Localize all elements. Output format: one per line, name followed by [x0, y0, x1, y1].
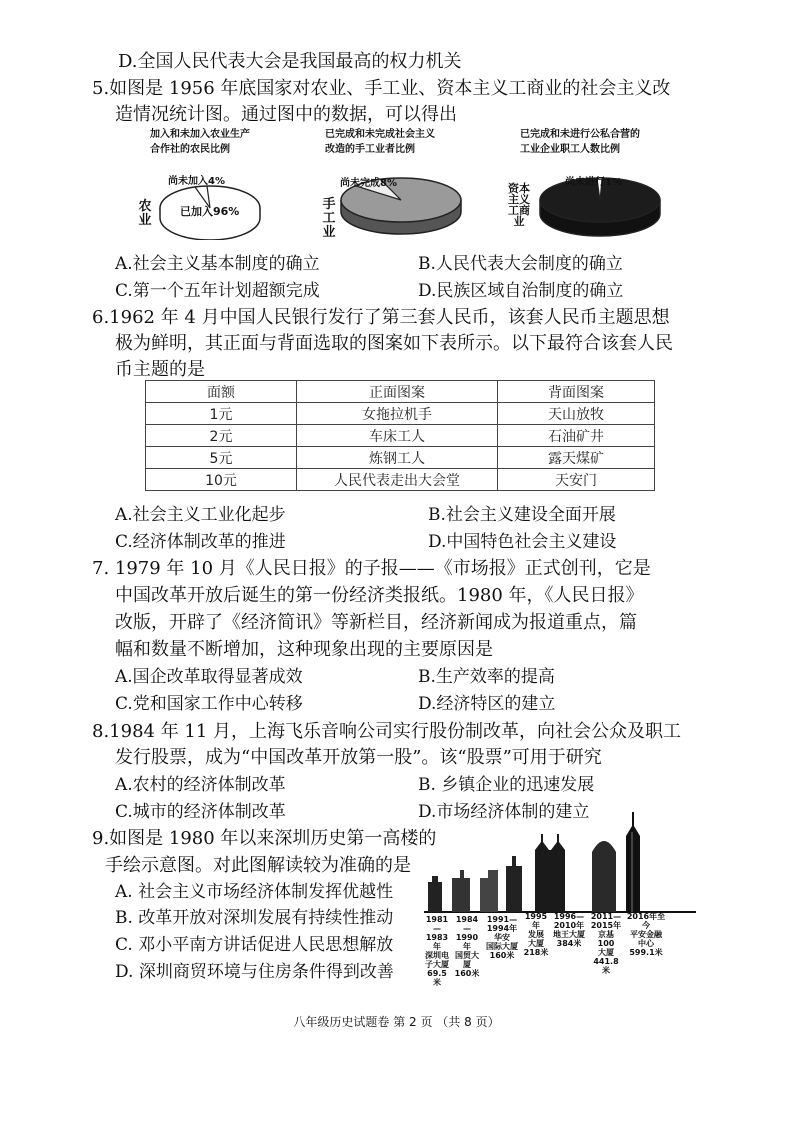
building-caption: 1991— 1994年 华安 国际大厦 160米 [486, 915, 518, 960]
q6-option-d: D.中国特色社会主义建设 [428, 532, 617, 552]
pie1-caption-line2: 合作社的农民比例 [150, 144, 230, 155]
table-cell: 10元 [146, 469, 297, 491]
pie3-caption-line1: 已完成和未进行公私合营的 [520, 129, 640, 140]
q6-stem-line3: 币主题的是 [115, 359, 205, 380]
pie2-caption-line2: 改造的手工业者比例 [325, 144, 415, 155]
building-caption: 2016年至今 平安金融 中心 599.1米 [626, 912, 666, 957]
pie2-sector-label: 手工业 [322, 197, 336, 240]
pie1-label-big: 已加入96% [180, 205, 240, 218]
table-cell: 天安门 [498, 469, 655, 491]
table-cell: 女拖拉机手 [297, 403, 498, 425]
q5-stem-line2: 造情况统计图。通过图中的数据，可以得出 [115, 104, 457, 125]
q7-stem-line2: 中国改革开放后诞生的第一份经济类报纸。1980 年，《人民日报》 [115, 585, 644, 606]
q8-option-b: B. 乡镇企业的迅速发展 [418, 775, 595, 795]
q7-option-b: B.生产效率的提高 [418, 667, 555, 687]
q8-option-a: A.农村的经济体制改革 [115, 775, 286, 795]
building-caption: 1984— 1990年 国贸大厦 160米 [454, 915, 480, 978]
building-caption: 2011— 2015年 京基100 大厦 441.8米 [590, 912, 622, 975]
table-cell: 车床工人 [297, 425, 498, 447]
q5-option-b: B.人民代表大会制度的确立 [418, 254, 623, 274]
q9-option-c: C. 邓小平南方讲话促进人民思想解放 [115, 935, 394, 955]
building-caption: 1995年 发展 大厦 218米 [523, 912, 549, 957]
q9-stem-line1: 9.如图是 1980 年以来深圳历史第一高楼的 [92, 828, 437, 849]
table-row [146, 469, 655, 491]
q5-option-a: A.社会主义基本制度的确立 [115, 254, 320, 274]
table-row [146, 403, 655, 425]
q6-currency-table [145, 380, 655, 491]
q8-stem-line2: 发行股票，成为“中国改革开放第一股”。该“股票”可用于研究 [115, 747, 602, 768]
q8-stem-line1: 8.1984 年 11 月，上海飞乐音响公司实行股份制改革，向社会公众及职工 [92, 721, 682, 742]
q9-stem-line2: 手绘示意图。对此图解读较为准确的是 [105, 855, 411, 876]
q5-option-c: C.第一个五年计划超额完成 [115, 281, 320, 301]
q6-stem-line1: 6.1962 年 4 月中国人民银行发行了第三套人民币，该套人民币主题思想 [92, 307, 670, 328]
q4-option-d: D.全国人民代表大会是我国最高的权力机关 [118, 51, 462, 72]
table-row [146, 447, 655, 469]
q6-stem-line2: 极为鲜明，其正面与背面选取的图案如下表所示。以下最符合该套人民 [115, 333, 673, 354]
page-footer: 八年级历史试题卷 第 2 页 （共 8 页） [293, 1015, 500, 1029]
pie1-sector-label: 农业 [138, 199, 152, 228]
table-header: 正面图案 [297, 381, 498, 403]
q8-option-d: D.市场经济体制的建立 [418, 802, 590, 822]
pie1-caption-line1: 加入和未加入农业生产 [150, 129, 250, 140]
q7-option-d: D.经济特区的建立 [418, 694, 556, 714]
table-cell: 2元 [146, 425, 297, 447]
q6-option-b: B.社会主义建设全面开展 [428, 505, 616, 525]
q8-option-c: C.城市的经济体制改革 [115, 802, 286, 822]
table-header: 面额 [146, 381, 297, 403]
table-row [146, 425, 655, 447]
pie1-label-small: 尚未加入4% [168, 176, 225, 187]
q9-option-b: B. 改革开放对深圳发展有持续性推动 [115, 908, 394, 928]
pie3-caption-line2: 工业企业职工人数比例 [520, 144, 620, 155]
table-cell: 1元 [146, 403, 297, 425]
pie3-label-small: 尚未进行1% [565, 177, 622, 188]
table-cell: 5元 [146, 447, 297, 469]
table-cell: 露天煤矿 [498, 447, 655, 469]
table-cell: 石油矿井 [498, 425, 655, 447]
table-header: 背面图案 [498, 381, 655, 403]
q7-option-c: C.党和国家工作中心转移 [115, 694, 303, 714]
q7-option-a: A.国企改革取得显著成效 [115, 667, 303, 687]
q6-option-a: A.社会主义工业化起步 [115, 505, 286, 525]
q6-option-c: C.经济体制改革的推进 [115, 532, 286, 552]
q7-stem-line4: 幅和数量不断增加，这种现象出现的主要原因是 [115, 639, 493, 660]
table-cell: 天山放牧 [498, 403, 655, 425]
table-cell: 炼钢工人 [297, 447, 498, 469]
shenzhen-skyscraper-drawing [420, 812, 700, 916]
q5-stem-line1: 5.如图是 1956 年底国家对农业、手工业、资本主义工商业的社会主义改 [92, 78, 671, 99]
q7-stem-line3: 改版，开辟了《经济简讯》等新栏目，经济新闻成为报道重点，篇 [115, 612, 637, 633]
pie2-label-small: 尚未完成8% [340, 178, 397, 189]
building-caption: 1981— 1983年 深圳电 子大厦 69.5米 [425, 915, 449, 987]
pie2-caption-line1: 已完成和未完成社会主义 [325, 129, 435, 140]
q9-option-d: D. 深圳商贸环境与住房条件得到改善 [115, 962, 394, 982]
q7-stem-line1: 7. 1979 年 10 月《人民日报》的子报——《市场报》正式创刊，它是 [92, 558, 651, 579]
q5-option-d: D.民族区域自治制度的确立 [418, 281, 624, 301]
pie3-sector-label: 资本主义工商业 [508, 182, 530, 228]
table-header-row [146, 381, 655, 403]
table-cell: 人民代表走出大会堂 [297, 469, 498, 491]
building-caption: 1996— 2010年 地王大厦 384米 [553, 912, 585, 948]
q9-option-a: A. 社会主义市场经济体制发挥优越性 [115, 882, 394, 902]
